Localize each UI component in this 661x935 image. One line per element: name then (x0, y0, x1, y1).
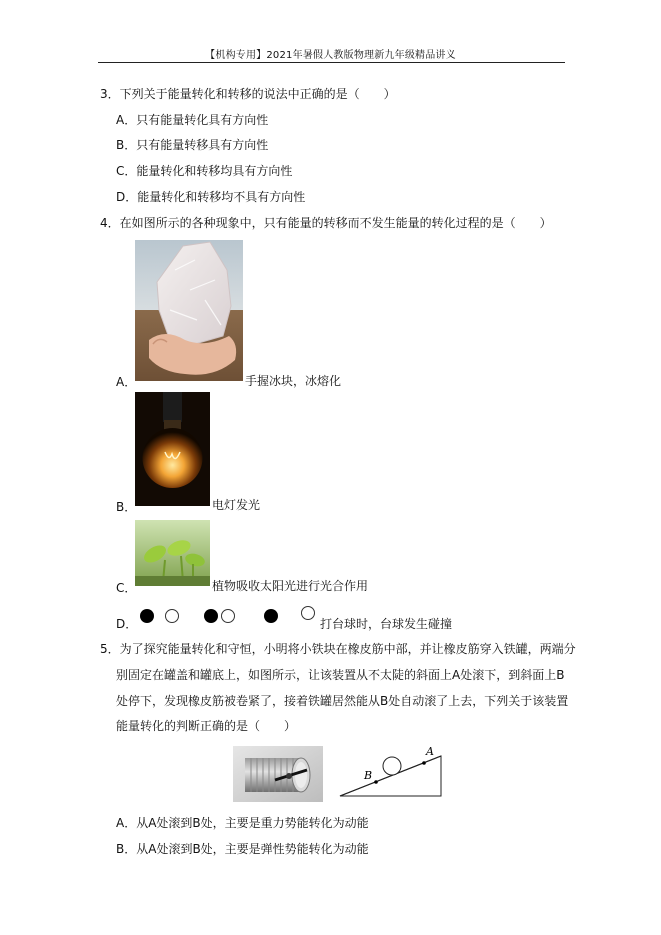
plant-image (135, 520, 210, 586)
billiard-ball-black-3 (264, 609, 278, 623)
q5-stem-line-4: 能量转化的判断正确的是（ ） (116, 719, 297, 733)
billiard-ball-white-3 (301, 606, 315, 620)
incline-diagram (338, 744, 444, 800)
light-bulb-image (135, 392, 210, 506)
q4-option-b-caption: 电灯发光 (212, 498, 261, 512)
billiard-ball-black-1 (140, 609, 154, 623)
q5-option-a: A．从A处滚到B处，主要是重力势能转化为动能 (116, 816, 369, 830)
q4-option-d-letter: D． (116, 617, 138, 631)
q4-option-d-caption: 打台球时，台球发生碰撞 (320, 617, 453, 631)
billiard-ball-white-1 (165, 609, 179, 623)
q5-option-b: B．从A处滚到B处，主要是弹性势能转化为动能 (116, 842, 369, 856)
q4-option-a-caption: 手握冰块，冰熔化 (245, 374, 342, 388)
q5-stem-line-1: 5．为了探究能量转化和守恒，小明将小铁块在橡皮筋中部，并让橡皮筋穿入铁罐，两端分 (100, 642, 576, 656)
can-image (233, 746, 323, 802)
q3-option-d: D．能量转化和转移均不具有方向性 (116, 190, 306, 204)
q4-option-a-letter: A． (116, 375, 137, 389)
billiard-ball-white-2 (221, 609, 235, 623)
header-divider (98, 62, 565, 63)
ice-hand-image (135, 240, 243, 381)
q4-option-b-letter: B． (116, 500, 137, 514)
label-a: A (426, 745, 434, 758)
q4-option-c-caption: 植物吸收太阳光进行光合作用 (212, 579, 369, 593)
q3-option-b: B．只有能量转移具有方向性 (116, 138, 269, 152)
billiard-ball-black-2 (204, 609, 218, 623)
page-header: 【机构专用】2021年暑假人教版物理新九年级精品讲义 (205, 50, 456, 61)
q3-option-a: A．只有能量转化具有方向性 (116, 113, 269, 127)
q5-stem-line-2: 别固定在罐盖和罐底上，如图所示，让该装置从不太陡的斜面上A处滚下，到斜面上B (116, 668, 565, 682)
q5-stem-line-3: 处停下，发现橡皮筋被卷紧了，接着铁罐居然能从B处自动滚了上去，下列关于该装置 (116, 694, 569, 708)
q3-stem: 3．下列关于能量转化和转移的说法中正确的是（ ） (100, 87, 396, 101)
label-b: B (364, 769, 373, 782)
q4-stem: 4．在如图所示的各种现象中，只有能量的转移而不发生能量的转化过程的是（ ） (100, 216, 552, 230)
q3-option-c: C．能量转化和转移均具有方向性 (116, 164, 293, 178)
q4-option-c-letter: C． (116, 581, 137, 595)
